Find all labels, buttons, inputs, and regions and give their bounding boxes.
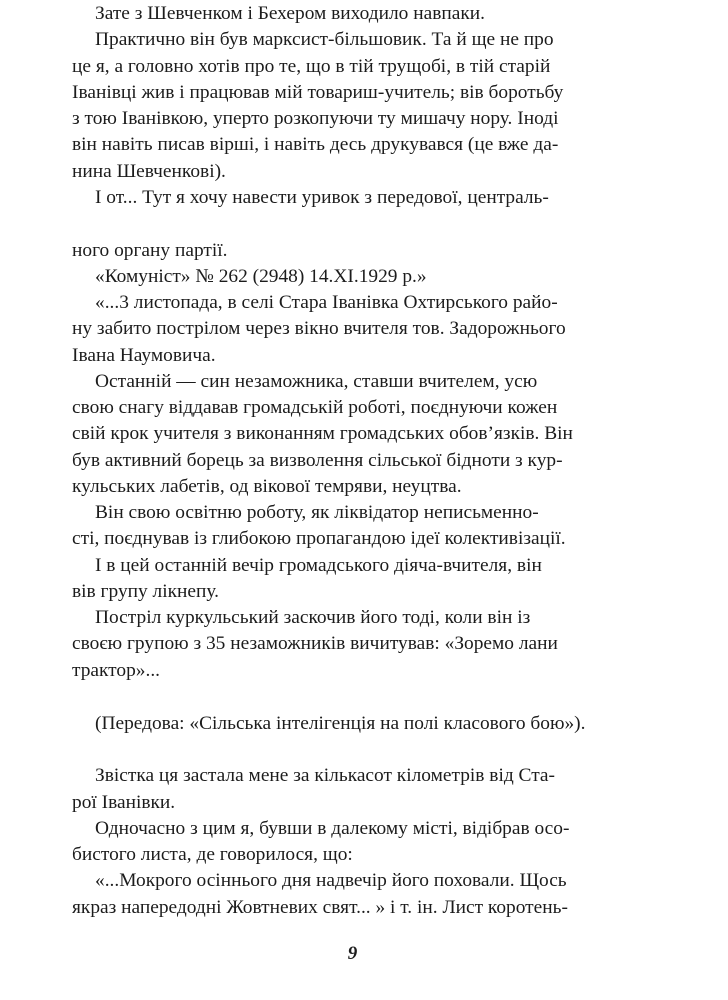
text-line: Івана Наумовича. (72, 345, 216, 366)
text-line: Практично він був марксист-більшовик. Та й ще не про (95, 29, 554, 50)
text-line: ного органу партії. (72, 240, 228, 261)
text-line: Постріл куркульський заскочив його тоді, коли він із (95, 607, 531, 628)
text-line: з тою Іванівкою, уперто розкопуючи ту мишачу нору. Іноді (72, 108, 559, 129)
text-line: Звістка ця застала мене за кількасот кілометрів від Ста- (95, 765, 555, 786)
text-line: Одночасно з цим я, бувши в далекому місті, відібрав осо- (95, 818, 570, 839)
text-line: своєю групою з 35 незаможників вичитував: «Зоремо лани (72, 633, 558, 654)
text-line: І от... Тут я хочу навести уривок з передової, централь- (95, 187, 549, 208)
text-line: вів групу лікнепу. (72, 581, 220, 602)
text-line: бистого листа, де говорилося, що: (72, 844, 353, 865)
text-line: якраз напередодні Жовтневих свят... » і т. ін. Лист коротень- (72, 897, 568, 918)
text-line: «...Мокрого осіннього дня надвечір його поховали. Щось (95, 870, 567, 891)
text-line: Зате з Шевченком і Бехером виходило навпаки. (95, 3, 485, 24)
text-line: Він свою освітню роботу, як ліквідатор неписьменно- (95, 502, 539, 523)
newspaper-reference: «Комуніст» № 262 (2948) 14.XI.1929 р.» (95, 266, 427, 287)
text-line: свій крок учителя з виконанням громадських обов’язків. Він (72, 423, 573, 444)
book-page (72, 0, 610, 1000)
text-line: свою снагу віддавав громадській роботі, поєднуючи кожен (72, 397, 558, 418)
text-line: І в цей останній вечір громадського діяча-вчителя, він (95, 555, 542, 576)
text-line: кульських лабетів, од вікової темряви, неуцтва. (72, 476, 462, 497)
source-note: (Передова: «Сільська інтелігенція на полі класового бою»). (95, 713, 586, 734)
text-line: сті, поєднував із глибокою пропагандою ідеї колективізації. (72, 528, 566, 549)
text-line: Іванівці жив і працював мій товариш-учитель; вів боротьбу (72, 82, 564, 103)
text-line: був активний борець за визволення сільської бідноти з кур- (72, 450, 563, 471)
text-line: він навіть писав вірші, і навіть десь друкувався (це вже да- (72, 134, 559, 155)
page-number: 9 (347, 943, 358, 964)
text-line: ну забито пострілом через вікно вчителя тов. Задорожнього (72, 318, 566, 339)
text-line: нина Шевченкові). (72, 161, 226, 182)
text-line: Останній — син незаможника, ставши вчителем, усю (95, 371, 538, 392)
text-line: трактор»... (72, 660, 161, 681)
text-line: рої Іванівки. (72, 792, 176, 813)
text-line: це я, а головно хотів про те, що в тій трущобі, в тій старій (72, 56, 551, 77)
text-line: «...3 листопада, в селі Стара Іванівка Охтирського райо- (95, 292, 558, 313)
